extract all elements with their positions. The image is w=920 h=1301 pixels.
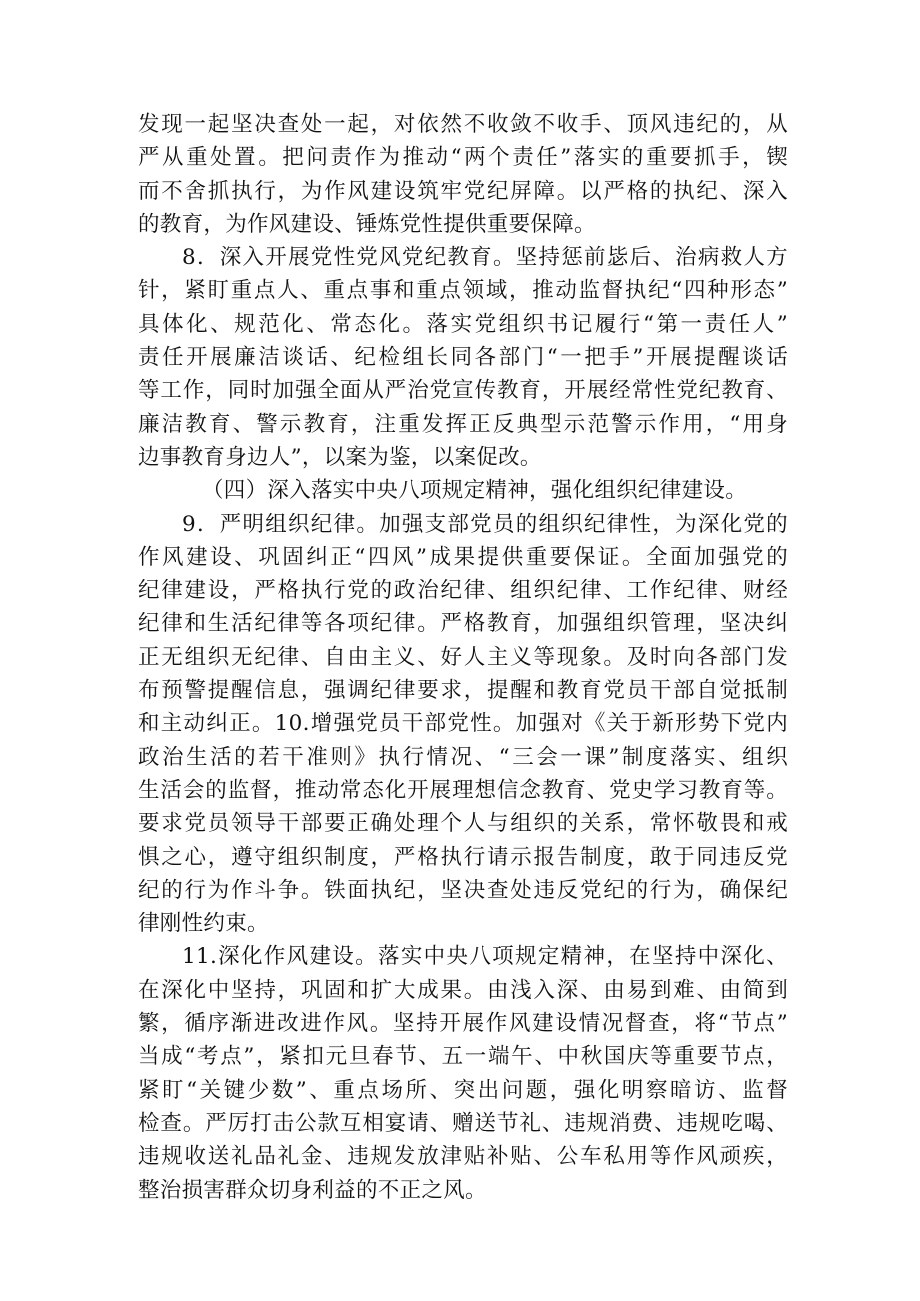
text-line: 边事教育身边人”，以案为鉴，以案促改。 [138, 444, 542, 470]
text-line: 的教育，为作风建设、锤炼党性提供重要保障。 [138, 211, 596, 237]
text-line: 违规收送礼品礼金、违规发放津贴补贴、公车私用等作风顽疾， [138, 1144, 788, 1170]
text-line: 等工作，同时加强全面从严治党宣传教育，开展经常性党纪教育、 [138, 378, 788, 404]
text-line: 责任开展廉洁谈话、纪检组长同各部门“一把手”开展提醒谈话 [138, 345, 788, 371]
text-line: 惧之心，遵守组织制度，严格执行请示报告制度，敢于同违反党 [138, 844, 788, 870]
text-line: 具体化、规范化、常态化。落实党组织书记履行“第一责任人” [138, 311, 788, 337]
text-line: 整治损害群众切身利益的不正之风。 [138, 1177, 487, 1203]
text-line: 繁，循序渐进改进作风。坚持开展作风建设情况督查，将“节点” [138, 1011, 788, 1037]
text-line: 当成“考点”，紧扣元旦春节、五一端午、中秋国庆等重要节点， [138, 1044, 788, 1070]
text-line: 纪律建设，严格执行党的政治纪律、组织纪律、工作纪律、财经 [138, 578, 788, 604]
text-line: 在深化中坚持，巩固和扩大成果。由浅入深、由易到难、由简到 [138, 977, 788, 1003]
text-line: 和主动纠正。10.增强党员干部党性。加强对《关于新形势下党内 [138, 711, 788, 737]
text-line: 正无组织无纪律、自由主义、好人主义等现象。及时向各部门发 [138, 644, 788, 670]
text-line: 作风建设、巩固纠正“四风”成果提供重要保证。全面加强党的 [138, 544, 788, 570]
text-line: 11.深化作风建设。落实中央八项规定精神，在坚持中深化、 [182, 944, 788, 970]
text-line: 严从重处置。把问责作为推动“两个责任”落实的重要抓手，锲 [138, 145, 788, 171]
text-line: 廉洁教育、警示教育，注重发挥正反典型示范警示作用，“用身 [138, 411, 788, 437]
text-line: 布预警提醒信息，强调纪律要求，提醒和教育党员干部自觉抵制 [138, 678, 788, 704]
text-line: 检查。严厉打击公款互相宴请、赠送节礼、违规消费、违规吃喝、 [138, 1110, 788, 1136]
text-line: 政治生活的若干准则》执行情况、“三会一课”制度落实、组织 [138, 744, 788, 770]
text-line: 9．严明组织纪律。加强支部党员的组织纪律性，为深化党的 [182, 511, 788, 537]
document-body [138, 108, 788, 1207]
section-heading: （四）深入落实中央八项规定精神，强化组织纪律建设。 [202, 478, 748, 504]
text-line: 要求党员领导干部要正确处理个人与组织的关系，常怀敬畏和戒 [138, 811, 788, 837]
text-line: 纪的行为作斗争。铁面执纪，坚决查处违反党纪的行为，确保纪 [138, 877, 788, 903]
text-line: 紧盯“关键少数”、重点场所、突出问题，强化明察暗访、监督 [138, 1077, 788, 1103]
text-line: 纪律和生活纪律等各项纪律。严格教育，加强组织管理，坚决纠 [138, 611, 788, 637]
text-line: 8．深入开展党性党风党纪教育。坚持惩前毖后、治病救人方 [182, 245, 788, 271]
text-line: 针，紧盯重点人、重点事和重点领域，推动监督执纪“四种形态” [138, 278, 788, 304]
text-line: 生活会的监督，推动常态化开展理想信念教育、党史学习教育等。 [138, 777, 788, 803]
text-line: 发现一起坚决查处一起，对依然不收敛不收手、顶风违纪的，从 [138, 112, 788, 137]
text-line: 律刚性约束。 [138, 911, 269, 937]
text-line: 而不舍抓执行，为作风建设筑牢党纪屏障。以严格的执纪、深入 [138, 178, 788, 204]
